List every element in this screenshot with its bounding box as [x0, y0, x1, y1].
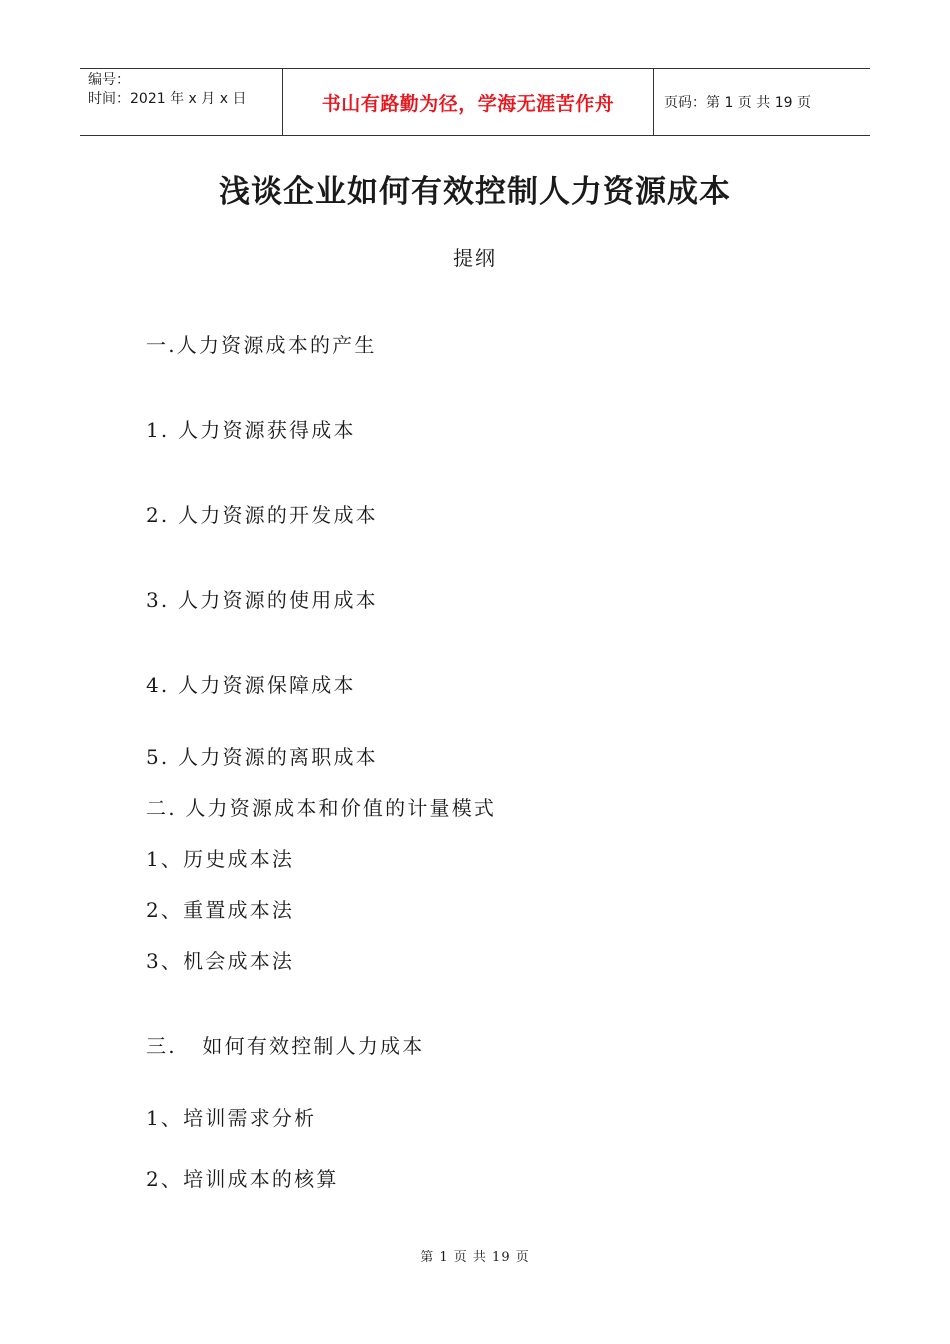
outline-section-2: 二. 人力资源成本和价值的计量模式 [146, 796, 497, 820]
outline-item-3-1: 1、培训需求分析 [146, 1106, 317, 1130]
time-label: 时间：2021 年 x 月 x 日 [88, 91, 247, 107]
outline-item-1-4: 4. 人力资源保障成本 [146, 673, 356, 697]
header-page-info [654, 69, 870, 135]
header-meta [80, 69, 282, 135]
motto-text: 书山有路勤为径，学海无涯苦作舟 [321, 92, 615, 115]
page-info-text: 页码：第 1 页 共 19 页 [664, 95, 811, 111]
outline-item-1-3: 3. 人力资源的使用成本 [146, 588, 378, 612]
outline-section-3: 三. 如何有效控制人力成本 [146, 1034, 425, 1058]
document-subtitle: 提纲 [453, 246, 497, 270]
outline-item-1-1: 1. 人力资源获得成本 [146, 418, 356, 442]
outline-item-1-2: 2. 人力资源的开发成本 [146, 503, 378, 527]
outline-item-1-5: 5. 人力资源的离职成本 [146, 745, 378, 769]
outline-item-2-2: 2、重置成本法 [146, 898, 295, 922]
document-title: 浅谈企业如何有效控制人力资源成本 [219, 174, 731, 210]
page-header [80, 68, 870, 136]
number-label: 编号： [88, 72, 130, 88]
outline-section-1: 一.人力资源成本的产生 [146, 333, 377, 357]
page-footer: 第 1 页 共 19 页 [420, 1250, 530, 1265]
outline-item-3-2: 2、培训成本的核算 [146, 1167, 339, 1191]
outline-item-2-1: 1、历史成本法 [146, 847, 295, 871]
header-motto-cell [282, 69, 654, 135]
outline-item-2-3: 3、机会成本法 [146, 949, 295, 973]
